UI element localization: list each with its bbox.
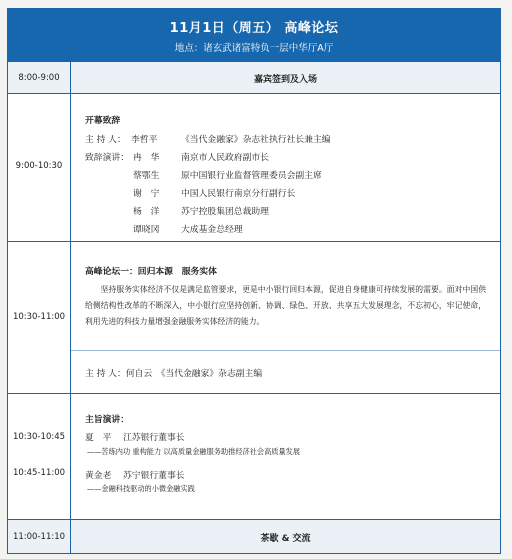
- content-cell: [71, 394, 500, 519]
- speaker-title: 苏宁控股集团总裁助理: [181, 207, 269, 217]
- speaker-title: 大成基金总经理: [181, 225, 243, 235]
- agenda-table: [7, 8, 501, 554]
- inner-divider: [71, 350, 500, 351]
- speaker-name: 冉 华: [133, 153, 160, 163]
- speaker-title: 南京市人民政府副市长: [181, 153, 269, 163]
- time-opening: 9:00-10:30: [15, 161, 63, 171]
- forum-paragraph: 坚持服务实体经济不仅是满足监管要求，更是中小银行回归本源，促进自身健康可持续发展的需要。面对中国供给侧结构性改革的不断深入，中小银行应坚持创新、协调、绿色、开放、共享五大发展理念，不忘初心，牢记使命，利用先进的科技力量增强金融服务实体经济的能力。: [85, 285, 486, 326]
- keynote-topic-1: ——苦练内功 重构能力 以高质量金融服务助推经济社会高质量发展: [87, 447, 301, 456]
- speaker-name: 谢 宁: [133, 189, 160, 199]
- header-location: 地点：诸玄武诸富特负一层中华厅A厅: [174, 43, 334, 54]
- time-cell: [8, 242, 71, 393]
- speaker-name: 杨 洋: [133, 207, 160, 217]
- row-forum: [8, 242, 500, 394]
- agenda-header: [8, 9, 500, 62]
- time-cell: [8, 62, 71, 93]
- opening-host-name: 李哲平: [131, 135, 158, 145]
- forum-title: 高峰论坛一：回归本源 服务实体: [85, 267, 217, 277]
- keynote-topic-2: ——金融科技驱动的小微金融实践: [87, 484, 195, 493]
- time-forum: 10:30-11:00: [12, 312, 66, 322]
- time-keynote-1: 10:30-10:45: [12, 432, 66, 442]
- content-cell: [71, 94, 500, 241]
- opening-section-title: 开幕致辞: [85, 116, 121, 126]
- time-cell: [8, 520, 71, 553]
- row-checkin: [8, 62, 500, 94]
- opening-speech-label: 致辞演讲：: [85, 153, 129, 163]
- time-break: 11:00-11:10: [12, 532, 66, 542]
- content-cell: [71, 62, 500, 93]
- row-keynote: [8, 394, 500, 520]
- speaker-name: 谭晓冈: [133, 225, 160, 235]
- time-cell: [8, 94, 71, 241]
- keynote-label: 主旨演讲：: [85, 415, 129, 425]
- speaker-title: 中国人民银行南京分行副行长: [181, 189, 296, 199]
- opening-host-title: 《当代金融家》杂志社执行社长兼主编: [181, 135, 331, 145]
- time-cell: [8, 394, 71, 519]
- checkin-label: 嘉宾签到及入场: [253, 75, 317, 85]
- content-cell: [71, 242, 500, 393]
- break-label: 茶歇 & 交流: [260, 534, 311, 544]
- speaker-name: 蔡鄂生: [133, 171, 160, 181]
- row-break: [8, 520, 500, 553]
- opening-host-label: 主 持 人：: [85, 135, 126, 145]
- forum-host: 主 持 人：何自云 《当代金融家》杂志副主编: [85, 369, 263, 379]
- time-checkin: 8:00-9:00: [18, 73, 60, 83]
- row-opening: [8, 94, 500, 242]
- time-keynote-2: 10:45-11:00: [12, 468, 66, 478]
- content-cell: [71, 520, 500, 553]
- keynote-speaker-2: 黄金老 苏宁银行董事长: [85, 471, 185, 481]
- keynote-speaker-1: 夏 平 江苏银行董事长: [85, 433, 185, 443]
- header-title: 11月1日（周五） 高峰论坛: [169, 21, 339, 36]
- speaker-title: 原中国银行业监督管理委员会副主席: [181, 171, 322, 181]
